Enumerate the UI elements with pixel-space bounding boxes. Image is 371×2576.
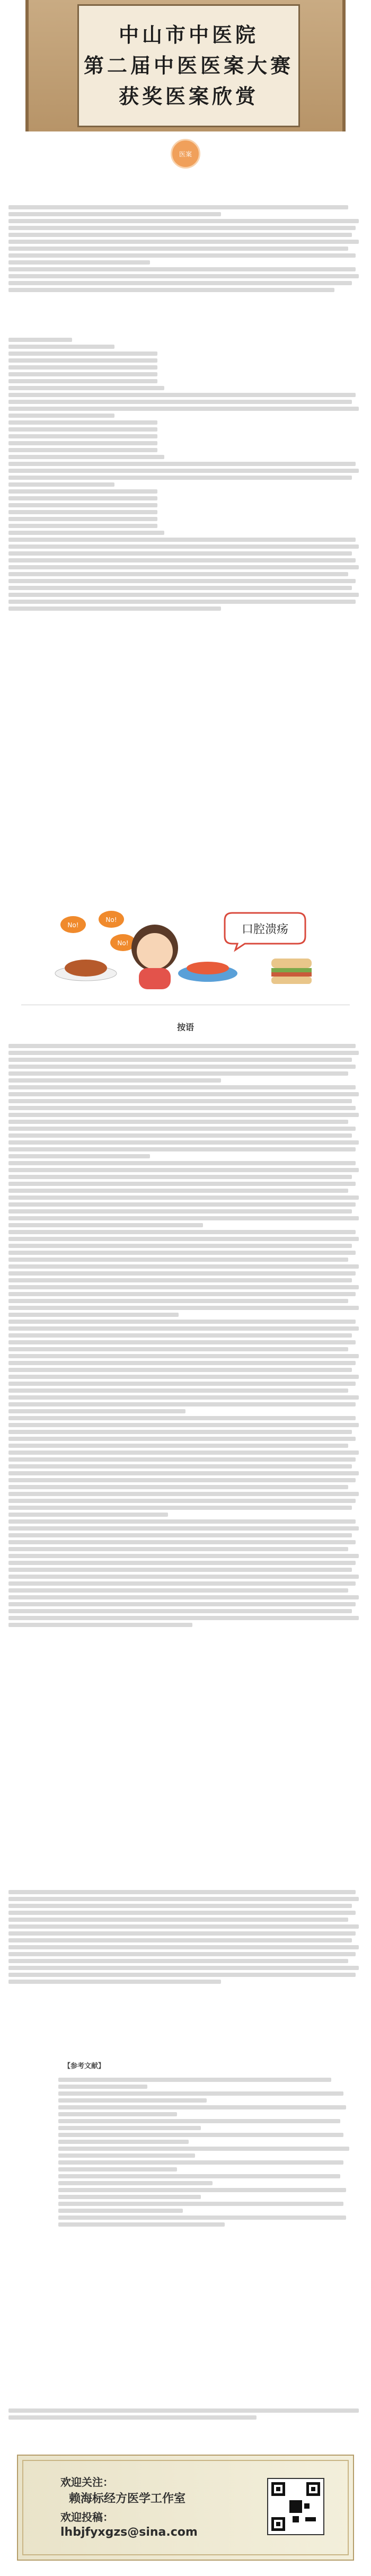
- speech-no-1: No!: [67, 921, 79, 929]
- illustration-bubble-text: 口腔溃疡: [241, 923, 289, 936]
- footer-submit: 欢迎投稿：: [60, 2511, 113, 2524]
- references-title: 【参考文献】: [64, 2062, 105, 2070]
- header-banner: [25, 0, 346, 131]
- banner-line-1: 中山市中医院: [118, 23, 259, 47]
- speech-no-2: No!: [105, 916, 117, 924]
- references-list: [58, 2075, 355, 2229]
- footer-studio-name: 赖海标经方医学工作室: [69, 2492, 186, 2505]
- footer-email[interactable]: lhbjfyxgzs@sina.com: [60, 2526, 198, 2539]
- commentary-title: 按语: [176, 1022, 194, 1032]
- qr-code: [267, 2478, 324, 2535]
- banner-line-2: 第二届中医医案大赛: [83, 54, 294, 77]
- banner-line-3: 获奖医案欣赏: [118, 84, 259, 108]
- disclaimer-note: [8, 2406, 363, 2422]
- case-intro-paragraph: [8, 203, 363, 295]
- section-badge: 医案: [171, 139, 200, 169]
- footer-panel: [17, 2455, 354, 2561]
- banner-panel: [77, 4, 300, 127]
- footer-welcome: 欢迎关注：: [60, 2476, 113, 2489]
- commentary-conclusion: [8, 1887, 363, 1986]
- mouth-ulcer-illustration: [49, 905, 322, 989]
- speech-no-3: No!: [117, 939, 129, 947]
- prescription-section: [8, 335, 363, 613]
- commentary-body: [8, 1041, 363, 1630]
